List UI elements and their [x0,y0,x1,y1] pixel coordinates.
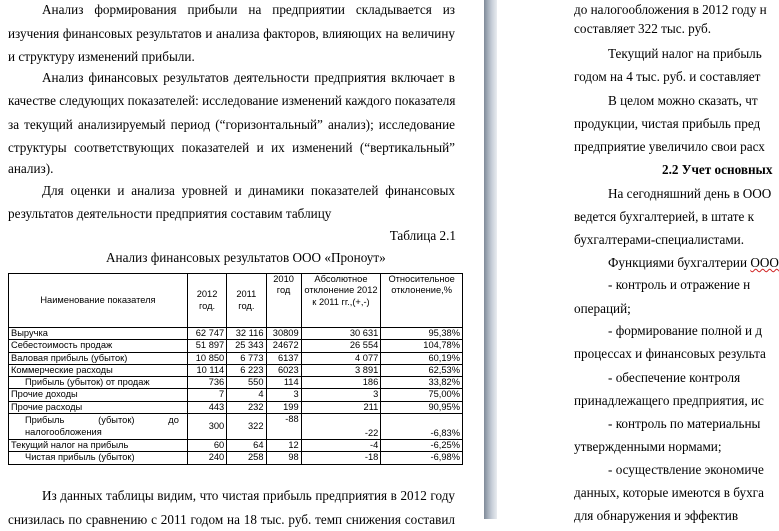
table-row [9,389,463,401]
paragraph-line: и структуру изменений прибыли. [8,45,195,69]
cell-abs: 26 554 [301,340,381,352]
table-row [9,377,463,389]
row-name-line: Прибыль (убыток) до [25,415,179,426]
financial-results-table [8,273,463,465]
cell-abs: 4 077 [301,352,381,364]
cell-abs: 186 [301,377,381,389]
table-number: Таблица 2.1 [390,228,456,244]
cell-2011: 550 [227,377,266,389]
list-item-line: - обеспечение контроля [608,366,740,390]
cell-2010: 199 [266,401,301,413]
list-item-line: - формирование полной и д [608,319,762,343]
cell-2010: 6023 [266,364,301,376]
table-row [9,364,463,376]
row-name: Текущий налог на прибыль [9,440,188,452]
paragraph-line: Анализ формирования прибыли на предприятии складывается из [42,0,455,22]
list-item-line: - осуществление экономиче [608,458,764,482]
cell-2011: 322 [227,414,266,440]
cell-2012: 7 [187,389,226,401]
header-2010: 2010 год [266,274,301,328]
cell-rel: 95,38% [381,328,463,340]
header-indicator-name: Наименование показателя [9,274,188,328]
page-gutter [484,0,497,519]
row-name: Прочие доходы [9,389,188,401]
paragraph-line: структуры соответствующих показателей и их изменений (“вертикальный” [8,136,455,160]
cell-2012: 60 [187,440,226,452]
cell-2012: 51 897 [187,340,226,352]
document-page-right [497,0,769,519]
cell-abs: -18 [301,452,381,464]
cell-2012: 62 747 [187,328,226,340]
paragraph-line: продукции, чистая прибыль пред [574,112,760,136]
cell-2010: 12 [266,440,301,452]
table-row [9,452,463,464]
paragraph-line: до налогообложения в 2012 году н [574,0,767,22]
header-relative-deviation: Относительное отклонение,% [381,274,463,328]
cell-2012: 10 114 [187,364,226,376]
cell-abs: -22 [301,414,381,440]
cell-abs: 211 [301,401,381,413]
paragraph-line: анализ). [8,157,53,181]
paragraph-line: результатов деятельности предприятия составим таблицу [8,202,331,226]
cell-2010: 3 [266,389,301,401]
cell-2012: 736 [187,377,226,389]
cell-2011: 6 223 [227,364,266,376]
paragraph-line: Анализ финансовых результатов деятельности предприятия включает в [42,66,455,90]
cell-rel: -6,25% [381,440,463,452]
cell-2011: 4 [227,389,266,401]
header-2012: 2012 год. [187,274,226,328]
text-run: Функциями бухгалтерии [608,255,750,270]
table-row [9,414,463,440]
paragraph-line: годом на 4 тыс. руб. и составляет [574,65,760,89]
paragraph-line: Для оценки и анализа уровней и динамики показателей финансовых [42,179,455,203]
paragraph-line: снизилась по сравнению с 2011 годом на 18 тыс. руб. темп снижения составил [8,508,455,531]
cell-rel: 60,19% [381,352,463,364]
row-name: Коммерческие расходы [9,364,188,376]
table-row [9,340,463,352]
paragraph-line: изучения финансовых результатов и анализа факторов, влияющих на величину [8,22,455,46]
cell-2010: 114 [266,377,301,389]
cell-abs: 3 [301,389,381,401]
cell-2012: 240 [187,452,226,464]
header-absolute-deviation: Абсолютное отклонение 2012 к 2011 гг.,(+,-) [301,274,381,328]
table-row [9,328,463,340]
cell-2012: 443 [187,401,226,413]
cell-rel: 104,78% [381,340,463,352]
row-name: Валовая прибыль (убыток) [9,352,188,364]
list-item-line: - контроль по материальны [608,412,760,436]
cell-2011: 232 [227,401,266,413]
row-name: Чистая прибыль (убыток) [9,452,188,464]
list-item-line: для обнаружения и эффектив [574,504,738,528]
table-row [9,440,463,452]
paragraph-line: за текущий анализируемый период (“горизонтальный” анализ); исследование [8,113,455,137]
row-name: Выручка [9,328,188,340]
list-item-line: операций; [574,297,631,321]
spellcheck-underlined-word: ООО [750,255,779,270]
cell-2010: 6137 [266,352,301,364]
cell-2010: 24672 [266,340,301,352]
list-item-line: процессах и финансовых результа [574,342,766,366]
paragraph-line: предприятие увеличило свои расх [574,135,765,159]
paragraph-line: бухгалтерами-специалистами. [574,228,744,252]
table-row [9,401,463,413]
cell-2010: -88 [266,414,301,440]
paragraph-line: ведется бухгалтерией, в штате к [574,205,754,229]
cell-2011: 25 343 [227,340,266,352]
row-name: Прочие расходы [9,401,188,413]
paragraph-line: На сегодняшний день в ООО [608,182,771,206]
cell-rel: -6,98% [381,452,463,464]
cell-2012: 10 850 [187,352,226,364]
cell-abs: 3 891 [301,364,381,376]
cell-abs: -4 [301,440,381,452]
cell-abs: 30 631 [301,328,381,340]
cell-2010: 30809 [266,328,301,340]
cell-2011: 32 116 [227,328,266,340]
section-heading: 2.2 Учет основных [662,158,772,182]
cell-rel: -6,83% [381,414,463,440]
paragraph-line: Текущий налог на прибыль [608,42,762,66]
row-name-multiline [9,414,188,440]
cell-2010: 98 [266,452,301,464]
paragraph-line: В целом можно сказать, чт [608,89,758,113]
paragraph-line: качестве следующих показателей: исследование изменений каждого показателя [8,89,455,113]
list-item-line: принадлежащего предприятия, ис [574,389,764,413]
cell-2011: 64 [227,440,266,452]
row-name: Себестоимость продаж [9,340,188,352]
table-row [9,352,463,364]
cell-rel: 90,95% [381,401,463,413]
cell-rel: 75,00% [381,389,463,401]
header-2011: 2011 год. [227,274,266,328]
cell-rel: 33,82% [381,377,463,389]
cell-2011: 6 773 [227,352,266,364]
cell-2011: 258 [227,452,266,464]
paragraph-line: составляет 322 тыс. руб. [574,17,711,41]
list-item-line: данных, которые имеются в бухга [574,481,764,505]
cell-rel: 62,53% [381,364,463,376]
paragraph-line: Из данных таблицы видим, что чистая прибыль предприятия в 2012 году [42,484,455,508]
list-item-line: - контроль и отражение н [608,273,750,297]
table-header-row [9,274,463,328]
cell-2012: 300 [187,414,226,440]
row-name: Прибыль (убыток) от продаж [9,377,188,389]
paragraph-line [608,251,779,275]
list-item-line: утвержденными нормами; [574,435,722,459]
table-caption: Анализ финансовых результатов ООО «Проноут» [106,250,386,266]
row-name-line: налогообложения [25,427,179,438]
